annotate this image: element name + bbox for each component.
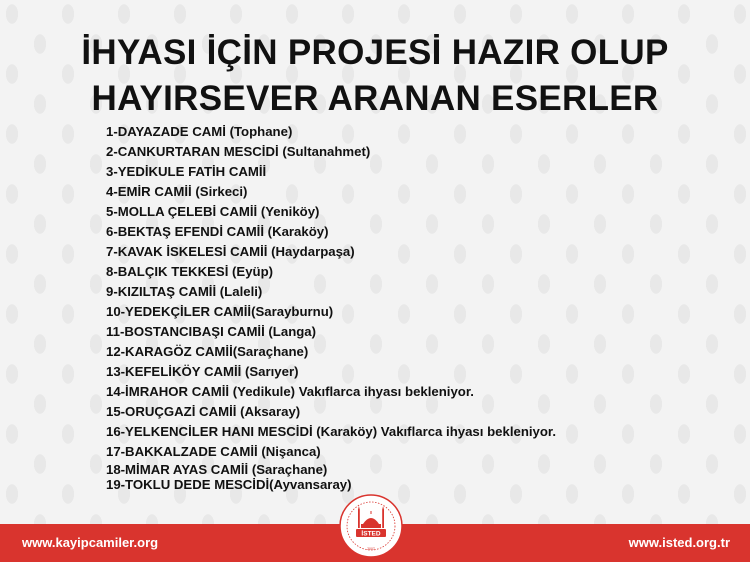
list-item: 4-EMİR CAMİİ (Sirkeci)	[106, 184, 248, 199]
list-item: 15-ORUÇGAZİ CAMİİ (Aksaray)	[106, 404, 301, 419]
list-item: 2-CANKURTARAN MESCİDİ (Sultanahmet)	[106, 144, 371, 159]
list-item: 6-BEKTAŞ EFENDİ CAMİİ (Karaköy)	[106, 224, 329, 239]
list-item: 12-KARAGÖZ CAMİİ(Saraçhane)	[106, 344, 309, 359]
footer-link-isted[interactable]: www.isted.org.tr	[628, 535, 730, 550]
list-item: 7-KAVAK İSKELESİ CAMİİ (Haydarpaşa)	[106, 244, 355, 259]
list-item: 17-BAKKALZADE CAMİİ (Nişanca)	[106, 444, 321, 459]
title-line-1: İHYASI İÇİN PROJESİ HAZIR OLUP	[81, 33, 669, 72]
list-item: 3-YEDİKULE FATİH CAMİİ	[106, 164, 267, 179]
logo-text: İSTED	[361, 530, 381, 538]
title-line-2: HAYIRSEVER ARANAN ESERLER	[91, 79, 659, 118]
heritage-list	[106, 122, 556, 492]
list-item: 9-KIZILTAŞ CAMİİ (Laleli)	[106, 284, 263, 299]
list-item: 18-MİMAR AYAS CAMİİ (Saraçhane)	[106, 462, 328, 477]
list-item: 19-TOKLU DEDE MESCİDİ(Ayvansaray)	[106, 477, 352, 492]
slide-title	[0, 30, 750, 122]
list-item: 14-İMRAHOR CAMİİ (Yedikule) Vakıflarca ihyası bekleniyor.	[106, 384, 474, 399]
list-item: 1-DAYAZADE CAMİ (Tophane)	[106, 124, 293, 139]
list-item: 16-YELKENCİLER HANI MESCİDİ (Karaköy) Vakıflarca ihyası bekleniyor.	[106, 424, 556, 439]
footer-link-kayipcamiler[interactable]: www.kayipcamiler.org	[22, 535, 159, 550]
isted-logo	[332, 490, 410, 558]
list-item: 8-BALÇIK TEKKESİ (Eyüp)	[106, 264, 274, 279]
list-item: 13-KEFELİKÖY CAMİİ (Sarıyer)	[106, 364, 299, 379]
logo-year: 2007	[367, 547, 375, 551]
list-item: 5-MOLLA ÇELEBİ CAMİİ (Yeniköy)	[106, 204, 320, 219]
list-item: 10-YEDEKÇİLER CAMİİ(Sarayburnu)	[106, 304, 334, 319]
list-item: 11-BOSTANCIBAŞI CAMİİ (Langa)	[106, 324, 317, 339]
